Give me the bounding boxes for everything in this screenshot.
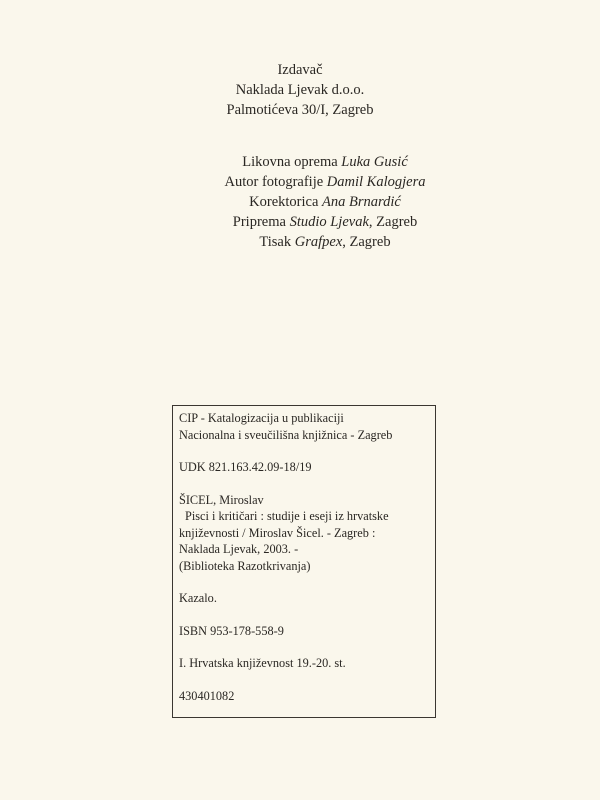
cip-author: ŠICEL, Miroslav (179, 492, 264, 507)
publisher-address: Palmotićeva 30/I, Zagreb (226, 102, 374, 118)
cip-description: Naklada Ljevak, 2003. - (179, 542, 299, 556)
cip-title: CIP - Katalogizacija u publikaciji (179, 411, 344, 425)
cip-library: Nacionalna i sveučilišna knjižnica - Zagreb (179, 427, 393, 442)
cip-number: 430401082 (179, 688, 235, 703)
credit-line: Tisak Grafpex, Zagreb (259, 234, 391, 250)
cip-record-box (172, 405, 436, 718)
credit-line: Priprema Studio Ljevak, Zagreb (232, 214, 418, 230)
cip-subject: I. Hrvatska književnost 19.-20. st. (179, 656, 346, 670)
cip-udk: UDK 821.163.42.09-18/19 (179, 460, 312, 474)
cip-note: Kazalo. (179, 591, 217, 605)
credit-line: Likovna oprema Luka Gusić (242, 154, 408, 170)
cip-description: Pisci i kritičari : studije i eseji iz hrvatske (185, 509, 389, 523)
publisher-name: Naklada Ljevak d.o.o. (235, 82, 365, 98)
publisher-heading: Izdavač (277, 62, 323, 78)
credits-block (0, 152, 600, 252)
cip-description: književnosti / Miroslav Šicel. - Zagreb : (179, 525, 376, 540)
publisher-block (0, 60, 600, 120)
cip-series: (Biblioteka Razotkrivanja) (179, 558, 311, 573)
cip-isbn: ISBN 953-178-558-9 (179, 623, 284, 638)
credit-line: Korektorica Ana Brnardić (249, 194, 401, 210)
credit-line: Autor fotografije Damil Kalogjera (224, 174, 426, 190)
